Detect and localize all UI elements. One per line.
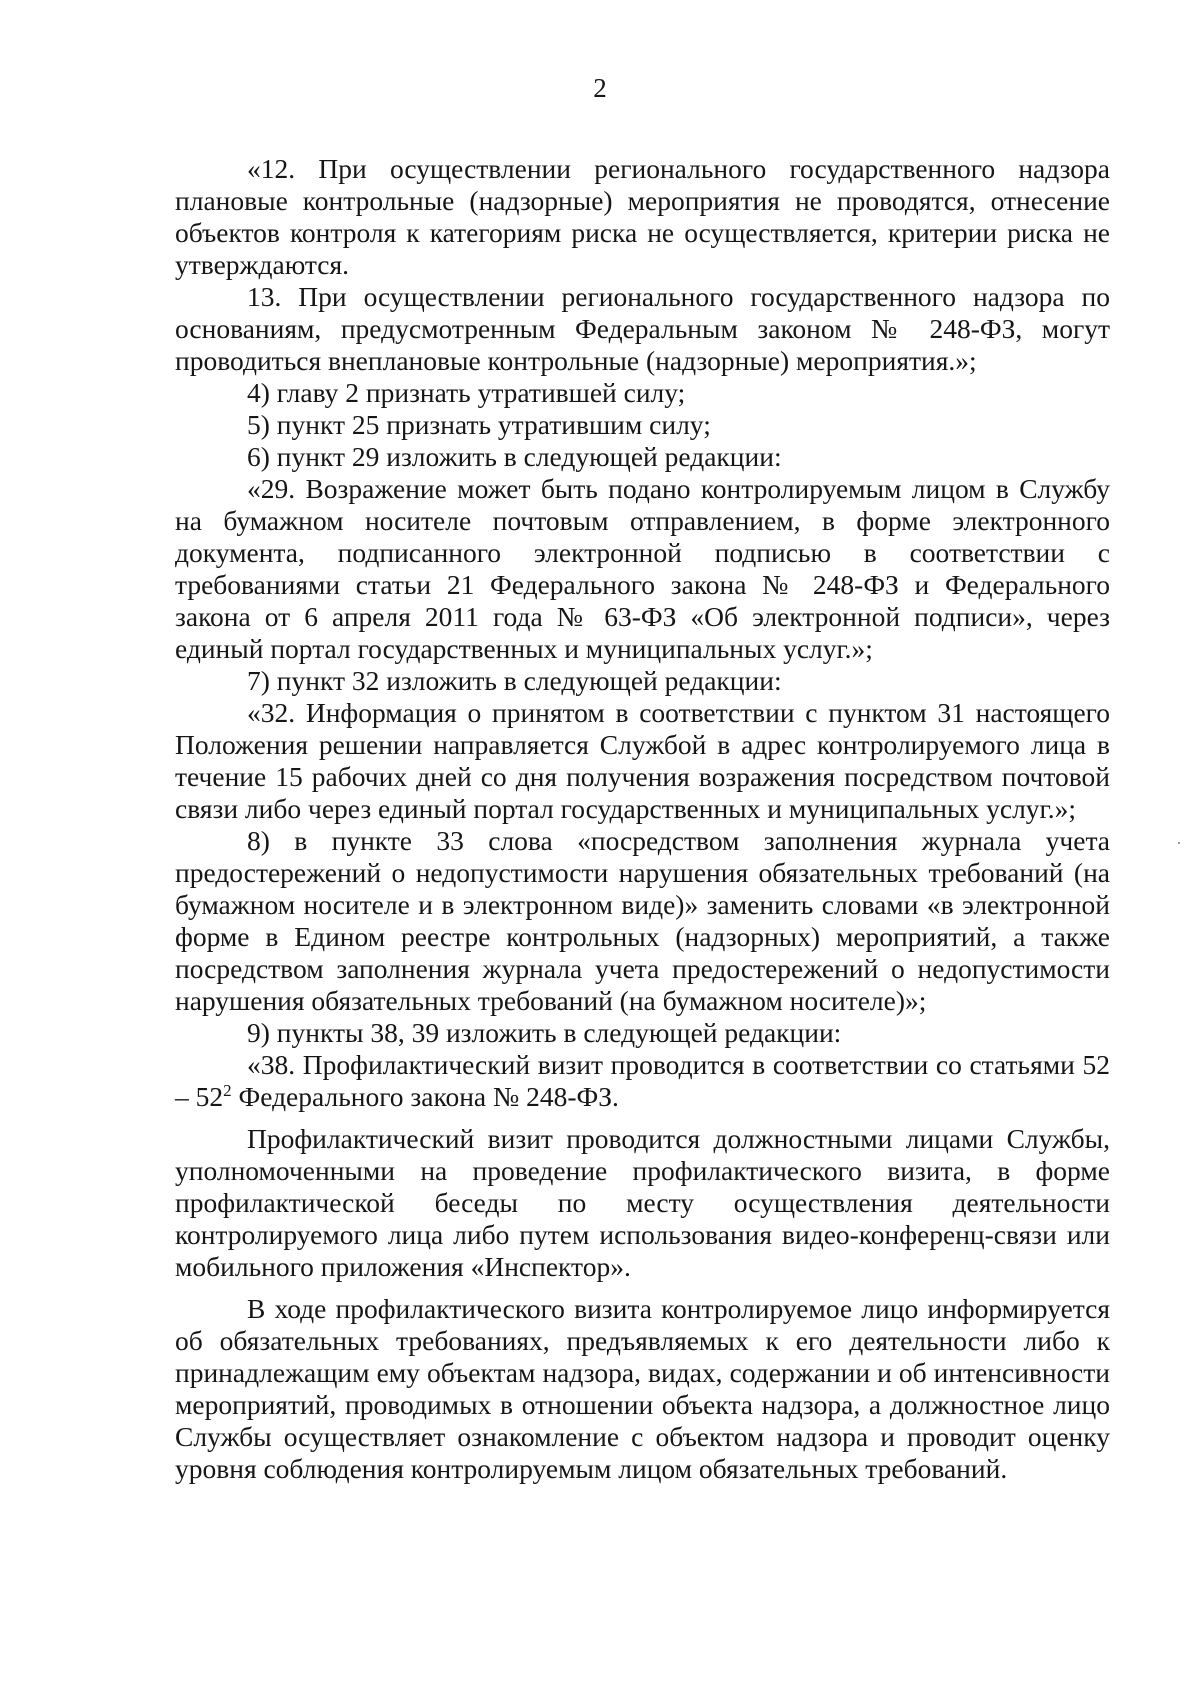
amendment-item-6: 6) пункт 29 изложить в следующей редакции: (247, 441, 782, 472)
paragraph-38 (175, 1049, 1110, 1113)
paragraph-visit-informing: В ходе профилактического визита контролируемое лицо информируется об обязательных требованиях, предъявляемых к его деятельности либо к принадлежащим ему объектам надзора, видах, содержании и об интенсивности мероприятий, проводимых в отношении объекта надзора, а должностное лицо Службы осуществляет ознакомление с объектом надзора и проводит оценку уровня соблюдения контролируемым лицом обязательных требований. (175, 1293, 1110, 1484)
paragraph-visit-conduct: Профилактический визит проводится должностными лицами Службы, уполномоченными на проведение профилактического визита, в форме профилактической беседы по месту осуществления деятельности контролируемого лица либо путем использования видео-конференц-связи или мобильного приложения «Инспектор». (175, 1123, 1110, 1282)
paragraph-12: «12. При осуществлении регионального государственного надзора плановые контрольные (надзорные) мероприятия не проводятся, отнесение объектов контроля к категориям риска не осуществляется, критерии риска не утверждаются. (175, 153, 1110, 280)
amendment-item-7: 7) пункт 32 изложить в следующей редакции: (247, 665, 782, 696)
paragraph-29: «29. Возражение может быть подано контролируемым лицом в Службу на бумажном носителе почтовым отправлением, в форме электронного документа, подписанного электронной подписью в соответствии с требованиями статьи 21 Федерального закона № 248-ФЗ и Федерального закона от 6 апреля 2011 года № 63-ФЗ «Об электронной подписи», через единый портал государственных и муниципальных услуг.»; (175, 473, 1110, 664)
paragraph-38-tail: Федерального закона № 248-ФЗ. (231, 1081, 619, 1112)
document-body (175, 153, 1110, 1485)
paragraph-13: 13. При осуществлении регионального государственного надзора по основаниям, предусмотренным Федеральным законом № 248-ФЗ, могут проводиться внеплановые контрольные (надзорные) мероприятия.»; (175, 281, 1110, 376)
amendment-item-9: 9) пункты 38, 39 изложить в следующей редакции: (247, 1017, 842, 1048)
amendment-item-8: 8) в пункте 33 слова «посредством заполнения журнала учета предостережений о недопустимости нарушения обязательных требований (на бумажном носителе и в электронном виде)» заменить словами «в электронной форме в Едином реестре контрольных (надзорных) мероприятий, а также посредством заполнения журнала учета предостережений о недопустимости нарушения обязательных требований (на бумажном носителе)»; (175, 825, 1110, 1016)
amendment-item-5: 5) пункт 25 признать утратившим силу; (247, 409, 711, 440)
amendment-item-4: 4) главу 2 признать утратившей силу; (247, 377, 686, 408)
paragraph-38-text: «38. Профилактический визит проводится в соответствии со статьями 52 – 52 (175, 1049, 1110, 1112)
superscript-2: 2 (223, 1080, 232, 1100)
paragraph-32: «32. Информация о принятом в соответствии с пунктом 31 настоящего Положения решении направляется Службой в адрес контролируемого лица в течение 15 рабочих дней со дня получения возражения посредством почтовой связи либо через единый портал государственных и муниципальных услуг.»; (175, 697, 1110, 824)
page-number: 2 (593, 73, 607, 103)
scan-speck (1178, 842, 1180, 844)
